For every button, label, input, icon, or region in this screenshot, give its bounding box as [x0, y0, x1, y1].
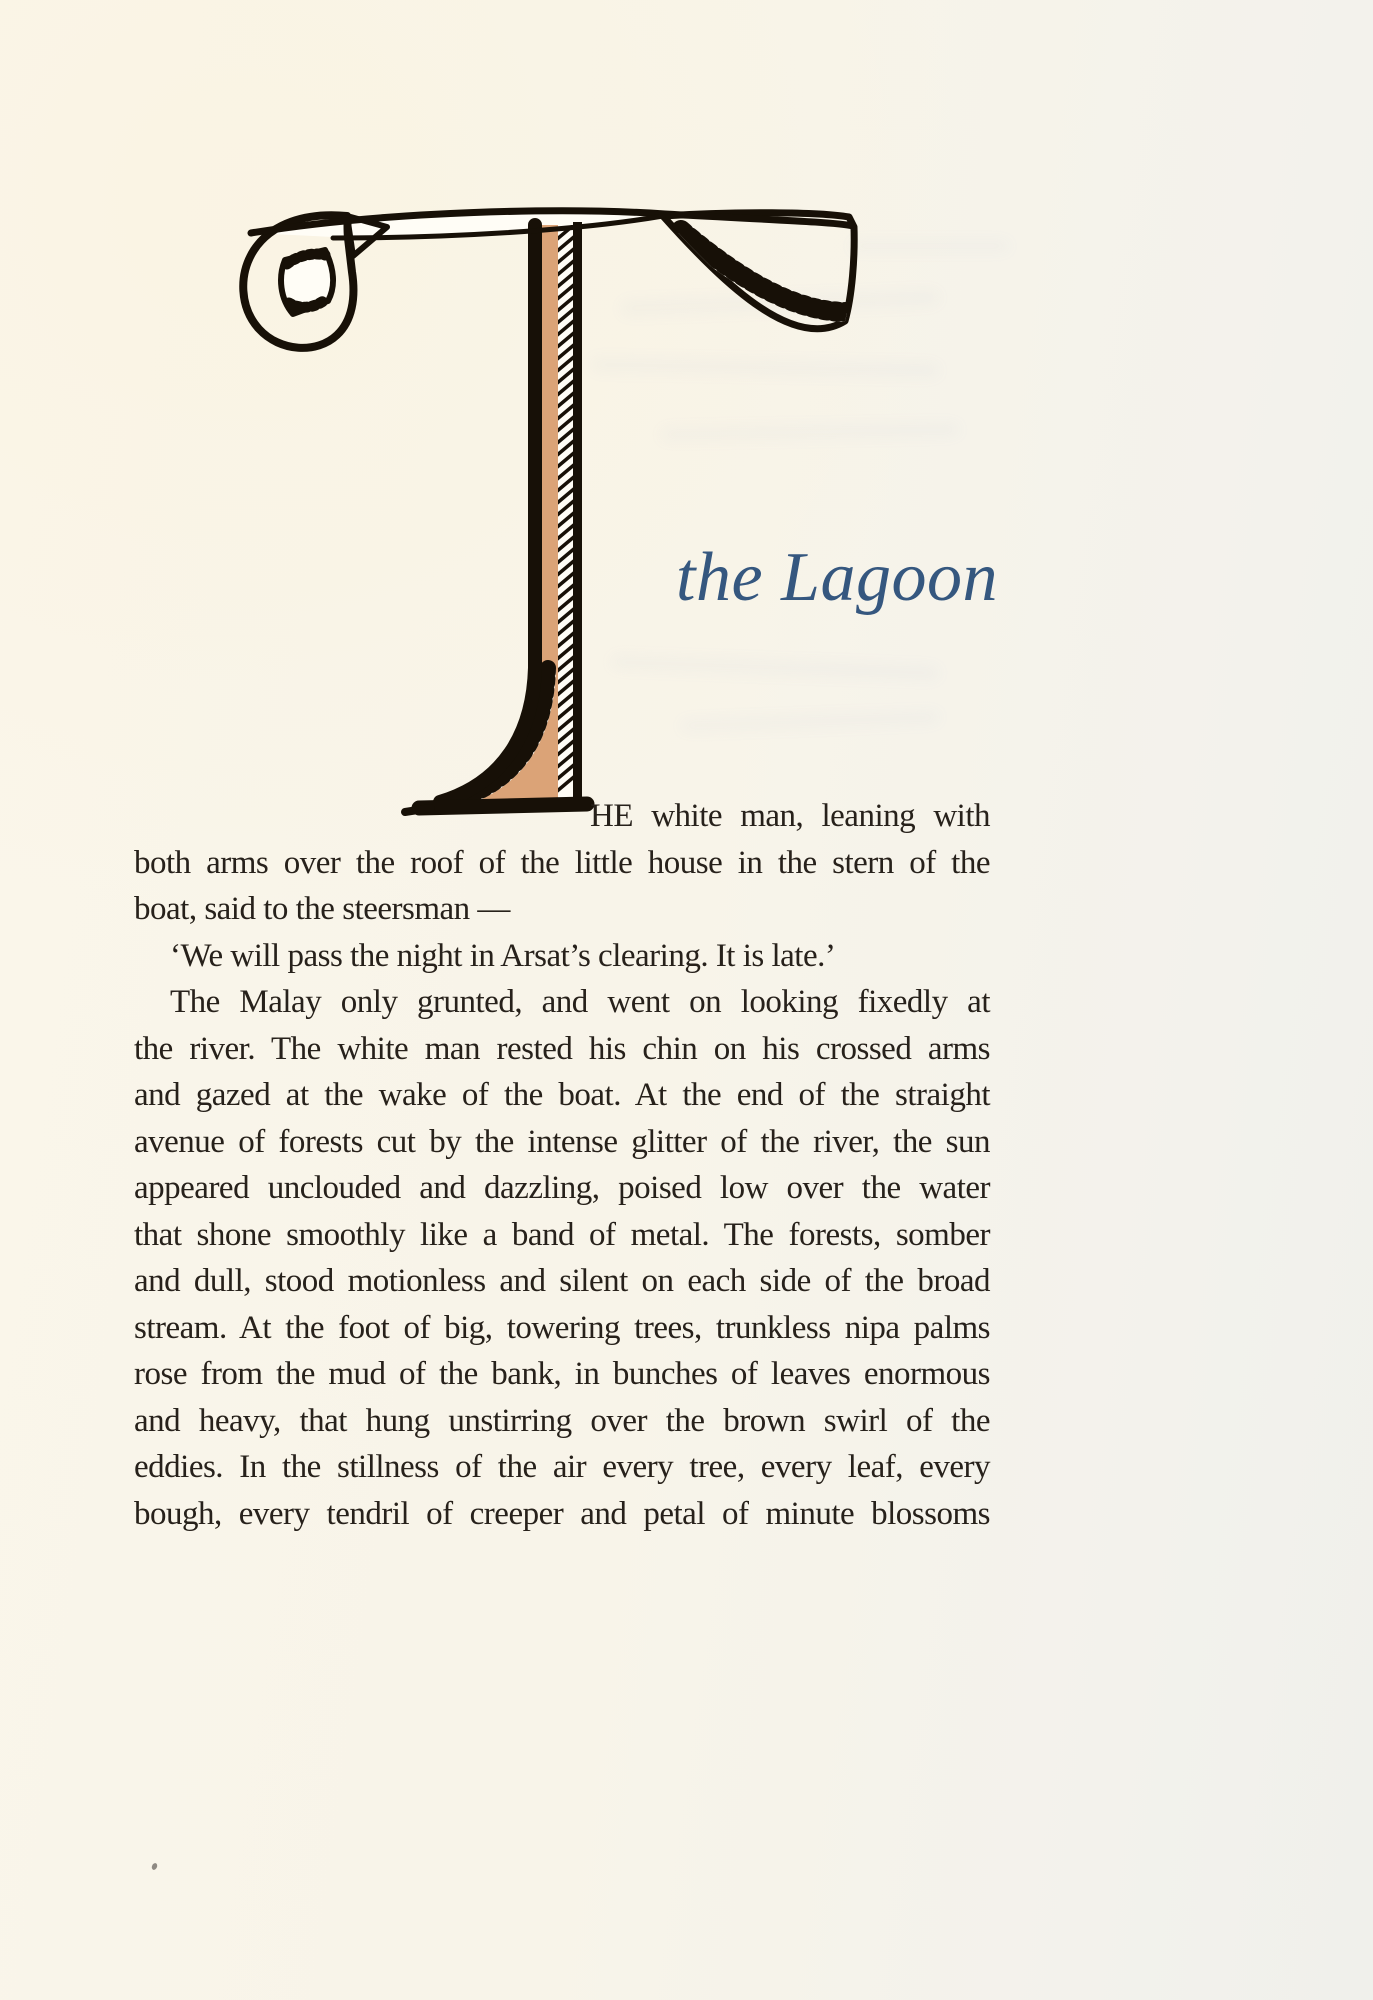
show-through-smudge	[850, 240, 1010, 252]
drop-cap-initial-T	[235, 200, 865, 830]
text-line: The Malay only grunted, and went on looking fixedly at	[170, 984, 990, 1020]
text-line: avenue of forests cut by the intense glitter of the river, the sun	[134, 1123, 990, 1160]
text-line: appeared unclouded and dazzling, poised low over the water	[134, 1170, 990, 1206]
text-line: rose from the mud of the bank, in bunches of leaves enormous	[134, 1356, 990, 1392]
text-line: bough, every tendril of creeper and petal of minute blossoms	[134, 1495, 990, 1532]
text-line: boat, said to the steersman —	[134, 891, 510, 927]
chapter-title: the Lagoon	[676, 539, 998, 616]
text-line: ‘We will pass the night in Arsat’s clearing. It is late.’	[170, 937, 836, 974]
text-line: that shone smoothly like a band of metal. The forests, somber	[134, 1216, 990, 1253]
text-line: the river. The white man rested his chin on his crossed arms	[134, 1030, 990, 1067]
ink-speck	[151, 1862, 158, 1870]
text-line: and heavy, that hung unstirring over the brown swirl of the	[134, 1402, 990, 1439]
body-text	[134, 793, 990, 1537]
text-line: and gazed at the wake of the boat. At the end of the straight	[134, 1077, 990, 1113]
drop-cap-letter	[0, 0, 1, 1]
text-line: HE white man, leaning with	[590, 798, 990, 834]
text-line: and dull, stood motionless and silent on each side of the broad	[134, 1263, 990, 1299]
text-line: eddies. In the stillness of the air every tree, every leaf, every	[134, 1449, 990, 1485]
text-line: stream. At the foot of big, towering trees, trunkless nipa palms	[134, 1309, 990, 1346]
text-line: both arms over the roof of the little house in the stern of the	[134, 844, 990, 881]
